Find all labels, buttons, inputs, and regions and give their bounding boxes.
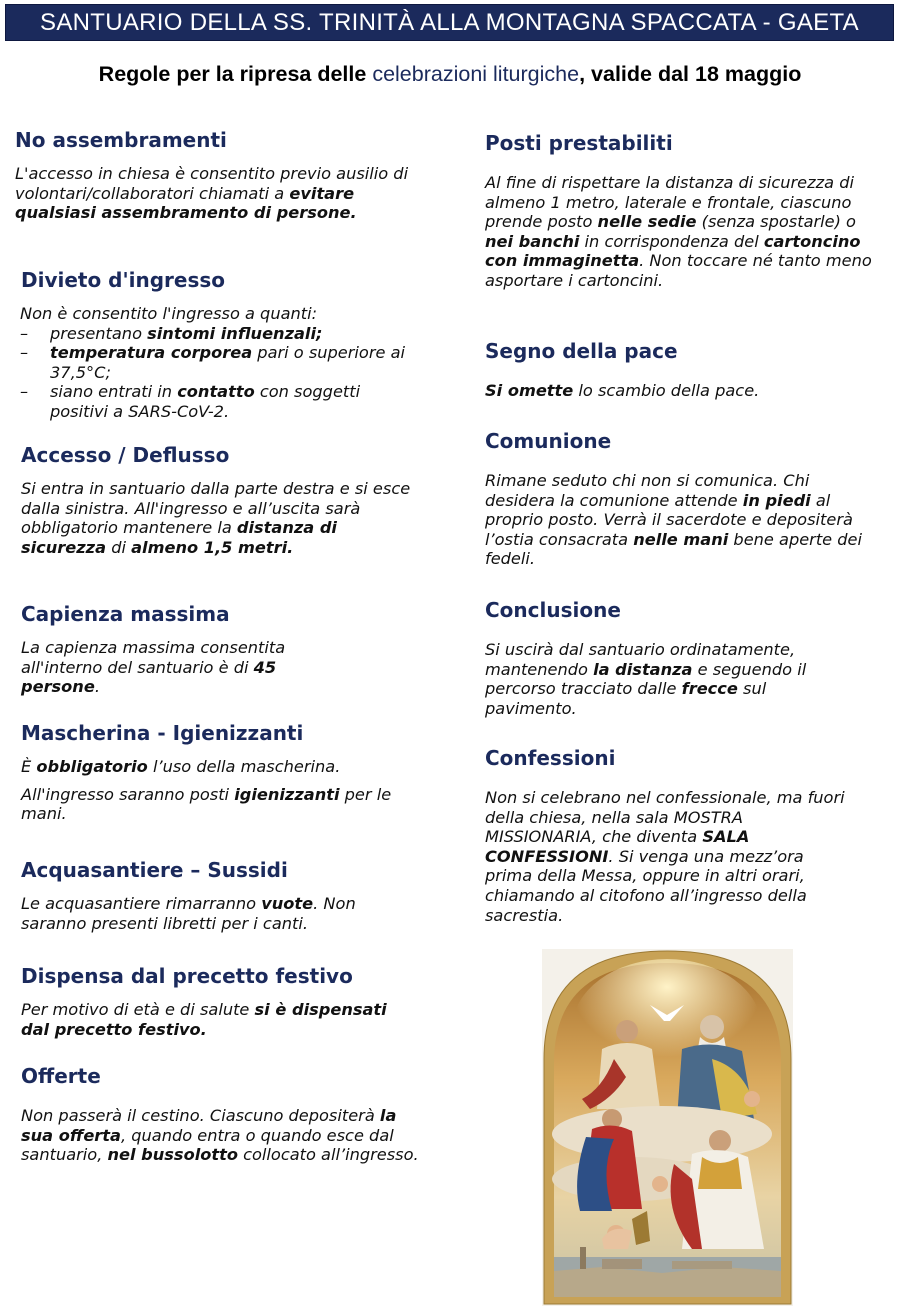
list-item: – temperatura corporea pari o superiore ai 37,5°C; [20,343,406,382]
section-text: Per motivo di età e di salute si è dispensati dal precetto festivo. [21,1000,387,1039]
saint-head [709,1130,731,1152]
section-text: Le acquasantiere rimarranno vuote. Non saranno presenti libretti per i canti. [21,894,356,933]
section-conclusione [485,598,845,718]
list-item: – presentano sintomi influenzali; [20,323,323,343]
town [672,1261,732,1269]
cherub [744,1091,760,1107]
section-divieto-ingresso [21,268,421,422]
section-dispensa-precetto [21,964,411,1039]
dash-list [20,324,421,422]
section-title: Confessioni [485,746,616,770]
section-text: È obbligatorio l’uso della mascherina. [21,757,341,776]
section-capienza-massima [21,602,331,697]
section-segno-pace [485,339,880,401]
header-banner: SANTUARIO DELLA SS. TRINITÀ ALLA MONTAGNA SPACCATA - GAETA [5,4,894,41]
section-text: La capienza massima consentita all'interno del santuario è di 45 persone. [21,638,286,697]
section-text: Non si celebrano nel confessionale, ma fuori della chiesa, nella sala MOSTRA MISSIONARIA, che diventa SALA CONFESSIONI. Si venga una mezz’ora prima della Messa, oppure in altri orari, chiamando al citofono all’ingresso della sacrestia. [485,788,845,925]
section-title: Acquasantiere – Sussidi [21,858,288,882]
christ-head [616,1020,638,1042]
section-mascherina-igienizzanti [21,721,421,824]
section-text: Rimane seduto chi non si comunica. Chi desidera la comunione attende in piedi al proprio posto. Verrà il sacerdote e depositerà l’ostia consacrata nelle mani bene aperte dei fedeli. [485,471,863,569]
section-posti-prestabiliti [485,131,880,291]
section-title: Conclusione [485,598,621,622]
section-acquasantiere-sussidi [21,858,421,933]
trinity-painting [542,949,793,1306]
section-text: Si omette lo scambio della pace. [485,381,760,400]
section-text: All'ingresso saranno posti igienizzanti per le mani. [21,784,392,824]
cherub [652,1176,668,1192]
section-text: Al fine di rispettare la distanza di sicurezza di almeno 1 metro, laterale e frontale, ciascuno prende posto nelle sedie (senza spostarle) o nei banchi in corrispondenza del cartoncino con immaginetta. Non toccare né tanto meno asportare i cartoncini. [485,173,872,290]
section-text: Si entra in santuario dalla parte destra e si esce dalla sinistra. All'ingresso e all’uscita sarà obbligatorio mantenere la distanza di sicurezza di almeno 1,5 metri. [21,479,411,557]
section-title: Comunione [485,429,612,453]
section-text: Si uscirà dal santuario ordinatamente, mantenendo la distanza e seguendo il percorso tracciato dalle frecce sul pavimento. [485,640,807,718]
section-no-assembramenti [15,128,415,223]
section-title: Capienza massima [21,602,230,626]
section-title: Segno della pace [485,339,678,363]
section-text: Non passerà il cestino. Ciascuno depositerà la sua offerta, quando entra o quando esce dal santuario, nel bussolotto collocato all’ingresso. [21,1106,419,1165]
section-title: Dispensa dal precetto festivo [21,964,353,988]
section-intro: Non è consentito l'ingresso a quanti: [20,304,318,323]
father-head [700,1015,724,1039]
section-title: Posti prestabiliti [485,131,673,155]
section-offerte [21,1064,421,1165]
section-title: Mascherina - Igienizzanti [21,721,304,745]
section-accesso-deflusso [21,443,416,557]
section-title: Divieto d'ingresso [21,268,226,292]
section-comunione [485,429,870,569]
page-subtitle: Regole per la ripresa delle celebrazioni liturgiche, valide dal 18 maggio [98,62,802,86]
section-confessioni [485,746,855,925]
bell-tower [580,1247,586,1269]
section-text: L'accesso in chiesa è consentito previo ausilio di volontari/collaboratori chiamati a evitare qualsiasi assembramento di persone. [15,164,409,223]
section-title: Offerte [21,1064,101,1088]
section-title: Accesso / Deflusso [21,443,230,467]
town [602,1259,642,1269]
section-title: No assembramenti [15,128,227,152]
list-item: – siano entrati in contatto con soggetti positivi a SARS-CoV-2. [20,382,361,421]
subtitle-highlight: celebrazioni liturgiche [372,62,580,86]
